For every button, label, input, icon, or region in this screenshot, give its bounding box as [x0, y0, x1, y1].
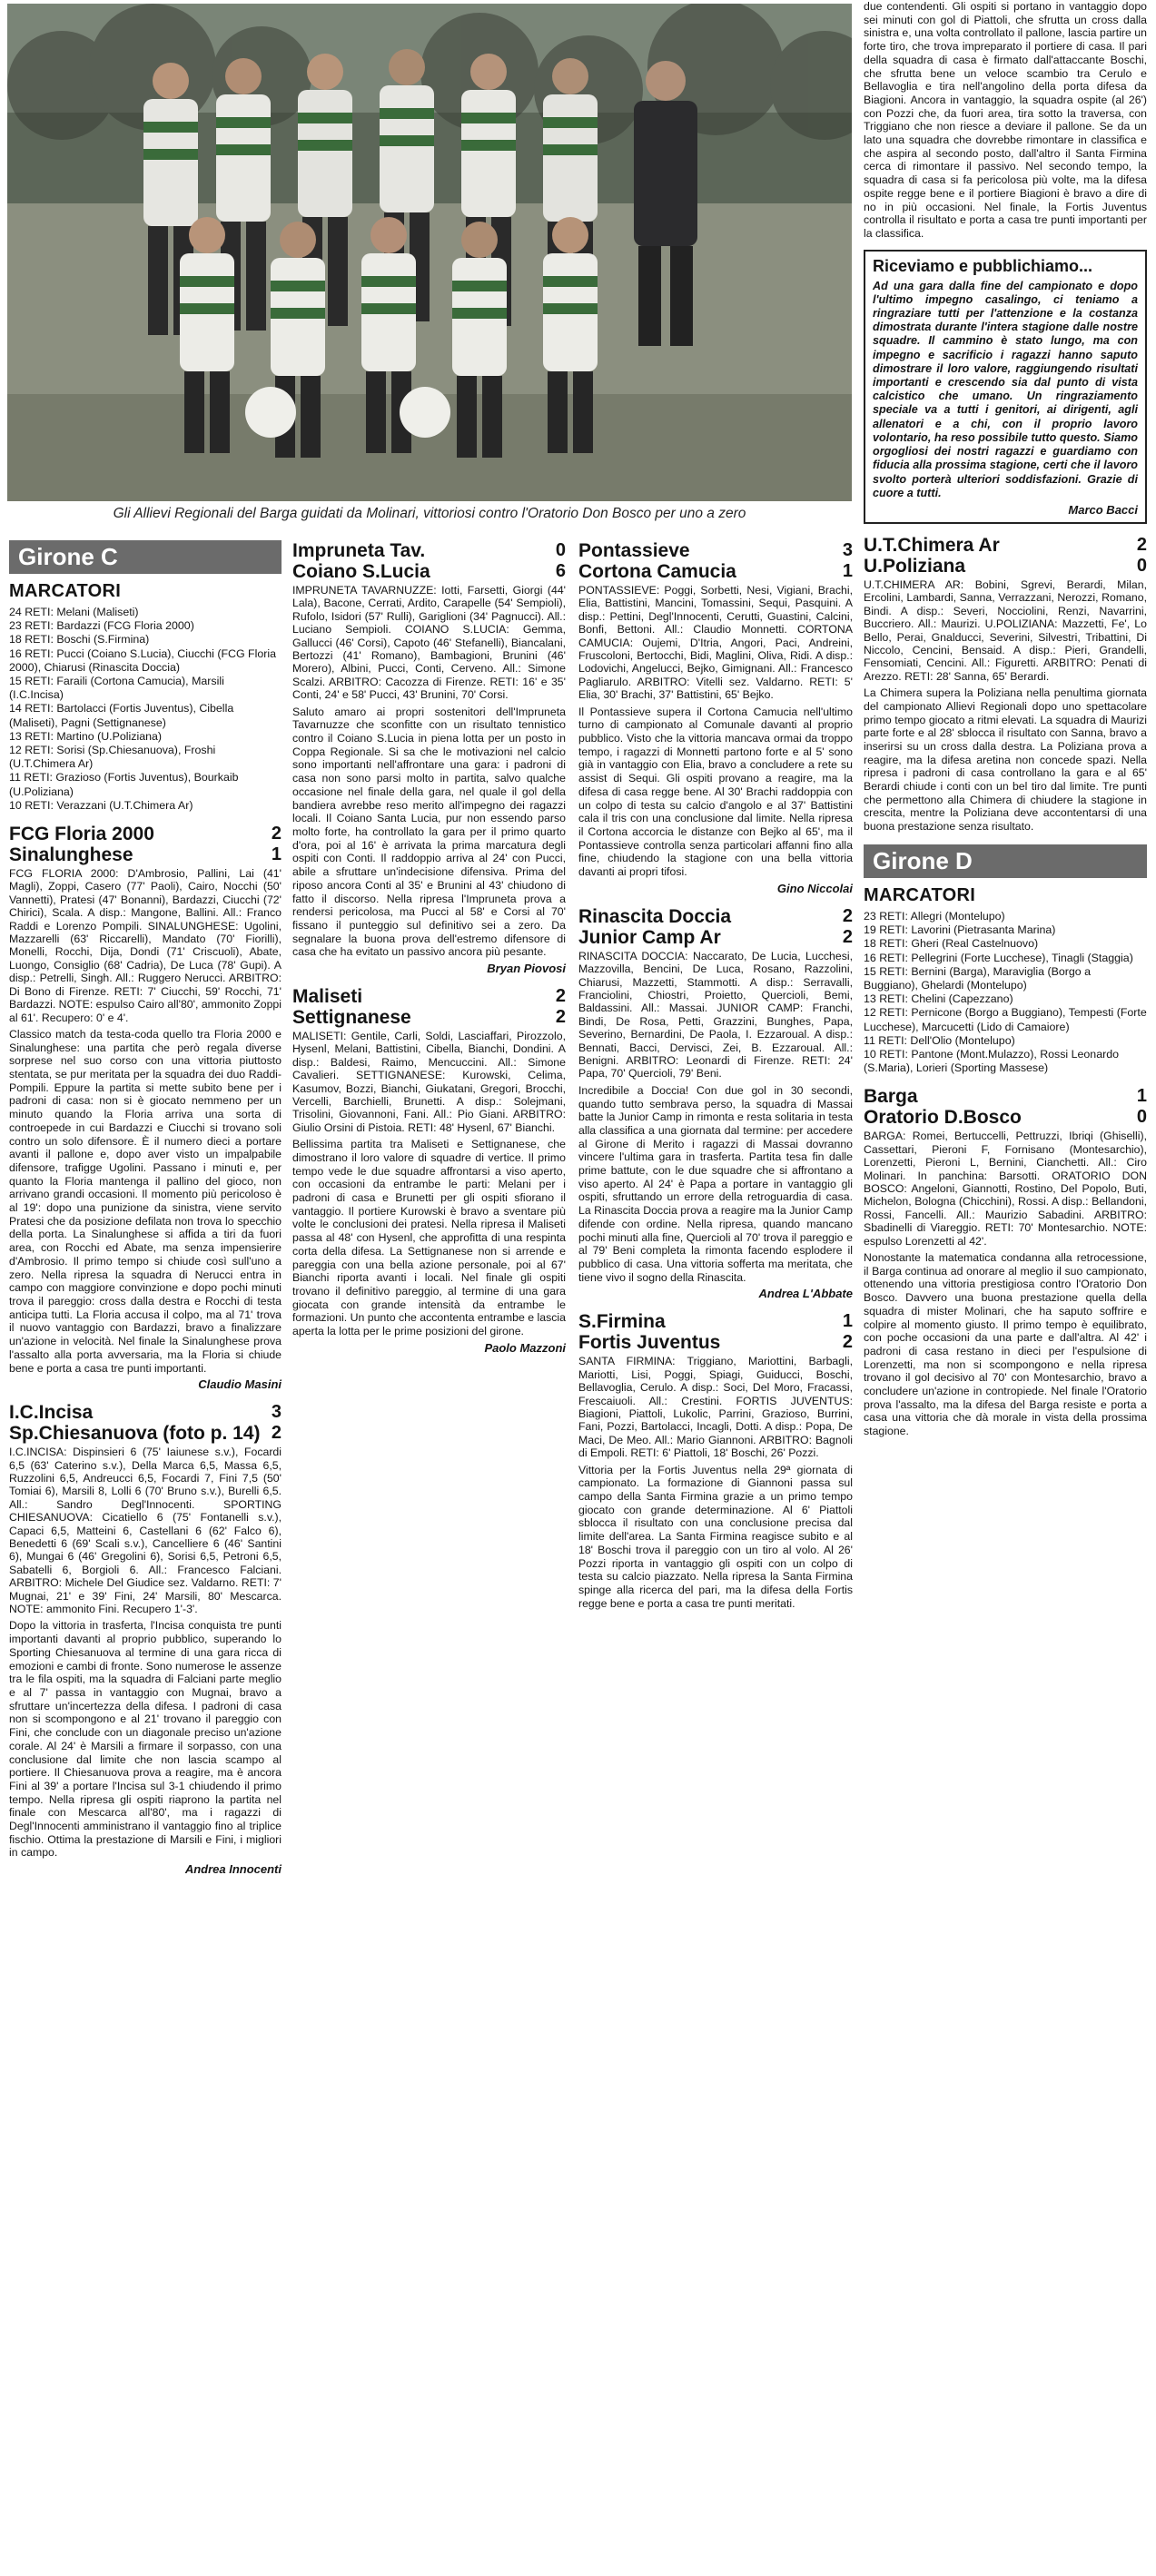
match-away [292, 561, 566, 582]
away-team: Settignanese [292, 1007, 411, 1029]
home-team: Pontassieve [578, 540, 690, 561]
match-home [578, 540, 853, 561]
match-article: Dopo la vittoria in trasferta, l'Incisa conquista tre punti importanti davanti al proprio pubblico, superando lo Sporting Chiesanuova al termine di una gara ricca di emozioni e cambi di fronte. Sono numerose le assenze tra le fila ospiti, ma la squadra di Falciani parte meglio e al 7' passa in vantaggio con Mugnai, bravo a sfruttare un'incertezza della difesa. I padroni di casa non si scompongono e al 21' trovano il pareggio con Fini, che conclude con un diagonale preciso un'azione corale. Al 24' è Marsili a firmare il sorpasso, con una conclusione dal limite che non lascia scampo al portiere. Il Chiesanuova prova a reagire, ma è ancora Fini al 39' a portare l'Incisa sul 3-1 chiudendo il primo tempo. Nella ripresa gli ospiti riaprono la partita nel finale con Mescarca all'80', ma i ragazzi di Degl'Innocenti amministrano il vantaggio fino al triplice fischio. Ottima la prestazione di Marsili e Fini, i migliori in campo. [9, 1619, 282, 1860]
away-team: Fortis Juventus [578, 1332, 721, 1354]
away-score: 1 [271, 844, 282, 865]
match-maliseti-settignanese [292, 986, 566, 1355]
match-article: Bellissima partita tra Maliseti e Settignanese, che dimostrano il loro valore di squadre di vertice. Il primo tempo vede le due squadre affrontarsi a viso aperto, con occasioni da entrambe le parti: Melani per i padroni di casa e Brunetti per gli ospiti sfiorano il vantaggio. Il portiere Kurowski è bravo a sventare più volte le conclusioni dei pratesi. Nella ripresa il Maliseti passa al 48' con Hysenl, che approfitta di una respinta corta della difesa. La Settignanese non si arrende e pareggia con una bella azione personale, poi al 67' Bianchi riporta avanti i locali. Nel finale gli ospiti trovano il definitivo pareggio, al termine di una gara giocata con grande intensità da entrambe le formazioni. Un punto che accontenta entrambe e lascia aperta la lotta per le prime posizioni del girone. [292, 1138, 566, 1338]
home-score: 2 [1136, 534, 1147, 555]
girone-c-scorers [9, 606, 282, 813]
scorer-line: 16 RETI: Pellegrini (Forte Lucchese), Tinagli (Staggia) [864, 951, 1133, 964]
scorer-line: 15 RETI: Faraili (Cortona Camucia), Marsili (I.C.Incisa) [9, 675, 224, 702]
match-pontassieve-cortona [578, 0, 853, 895]
match-report: FCG FLORIA 2000: D'Ambrosio, Pallini, Lai (41' Magli), Zoppi, Casero (77' Paoli), Cairo, Nocchi (50' Vannetti), Pratesi (47' Bonanni), Bardazzi, Ciucchi (72' Chirici), Scala. A disp.: Mangone, Ballini. All.: Franco Raddi e Lorenzo Pompili. SINALUNGHESE: Ugolini, Mazzarelli (63' Riccarelli), Mandato (70' Fiorilli), Monelli, Rocchi, Dija, Dondi (71' Criscuoli), Abate, Luongo, Consiglio (68' Cadria), De Luca (78' Gupi). A disp.: Petrelli, Singh. All.: Ruggero Nerucci. ARBITRO: Di Bono di Firenze. RETI: 7' Ciucchi, 59' Rocchi, 71' Bardazzi. NOTE: espulso Cairo all'80', ammonito Zoppi al 61'. Recupero: 0' e 4'. [9, 867, 282, 1024]
match-away [9, 1423, 282, 1444]
match-chimera-poliziana [864, 535, 1147, 834]
article-signature: Gino Niccolai [776, 881, 853, 895]
home-score: 1 [1136, 1086, 1147, 1107]
match-barga-donbosco [864, 1086, 1147, 1438]
scorer-line: 15 RETI: Bernini (Barga), Maraviglia (Borgo a Buggiano), Ghelardi (Montelupo) [864, 964, 1091, 992]
scorer-line: 23 RETI: Allegri (Montelupo) [864, 909, 1005, 923]
match-home [578, 1311, 853, 1332]
girone-c-header: Girone C [9, 540, 282, 574]
home-team: I.C.Incisa [9, 1402, 94, 1424]
article-signature: Claudio Masini [198, 1377, 282, 1392]
away-team: U.Poliziana [864, 555, 966, 577]
away-score: 2 [842, 926, 853, 947]
away-score: 1 [842, 561, 853, 581]
match-away [864, 1107, 1147, 1128]
match-article: Classico match da testa-coda quello tra Floria 2000 e Sinalunghese: una partita che però regala diverse sorprese nel suo corso con una vittoria piuttosto stentata, se pur meritata per la squadra dei duo Raddi-Pompili. Eppure la partita si mette subito bene per i padroni di casa: non si è giocato nemmeno per un minuto quando la Floria arriva una sorta di controepede in cui Bardazzi e Ciucchi si trovano soli contro un solo difensore. È il numero dieci a portare avanti il pallone e, dopo aver visto un impalpabile difensore, trafigge Ugolini. Passano i minuti e, per quanto la Floria mantenga il pallino del gioco, non arrivano grandi occasioni. Il momento più pericoloso è al 19': dopo una punizione da sinistra, viene servito Pratesi che da posizione defilata non trova lo specchio della porta. La Sinalunghese si affida a tiri da fuori area, con Rocchi ed Abate, ma senza impensierire d'Ambrosio. Il primo tempo si chiude così sull'uno a zero. Nella ripresa la squadra di Nerucci entra in campo con maggiore convinzione e dopo pochi minuti trova il pareggio: cross dalla destra e Rocchi di testa anticipa tutti. La Floria accusa il colpo, ma al 71' trova il nuovo vantaggio con Bardazzi, bravo a finalizzare un'azione in velocità. Nel finale la Sinalunghese prova l'assalto alla porta avversaria, ma la Floria si chiude bene e porta a casa tre punti importanti. [9, 1027, 282, 1375]
home-team: FCG Floria 2000 [9, 824, 154, 845]
match-floria-sinalunghese [9, 824, 282, 1391]
marcatori-title: MARCATORI [864, 884, 976, 905]
match-home [9, 1402, 282, 1423]
away-team: Sp.Chiesanuova (foto p. 14) [9, 1423, 261, 1445]
letters-title: Riceviamo e pubblichiamo... [873, 256, 1093, 275]
match-article: La Chimera supera la Poliziana nella penultima giornata del campionato Allievi Regionali dopo uno spettacolare primo tempo giocato a ritmi elevati. La squadra di Maurizi parte forte e al 28' sblocca il risultato con Sanna, bravo a inserirsi su un cross dalla destra. La Poliziana prova a reagire, ma la difesa aretina non concede spazi. Nella ripresa i padroni di casa controllano la gara e al 65' Berardi chiude i conti con un bel tiro dal limite. Tre punti che permettono alla Chimera di chiudere la stagione in crescita, mentre la Poliziana deve accontentarsi di una buona prestazione senza risultato. [864, 686, 1147, 834]
column-3 [578, 0, 853, 1610]
scorer-line: 19 RETI: Lavorini (Pietrasanta Marina) [864, 923, 1056, 937]
letters-signature: Marco Bacci [1068, 502, 1138, 517]
scorer-line: 18 RETI: Gheri (Real Castelnuovo) [864, 937, 1039, 951]
away-team: Cortona Camucia [578, 561, 736, 582]
match-article: Nonostante la matematica condanna alla retrocessione, il Barga continua ad onorare al meglio il suo campionato, ottenendo una vittoria prestigiosa contro l'Oratorio Don Bosco. Davvero una buona prestazione quella della squadra di mister Molinari, che ha saputo soffrire e colpire al momento giusto. Il primo tempo è equilibrato, con poche occasioni da una parte e dall'altra. Al 42' i padroni di casa restano in dieci per l'espulsione di Lorenzetti, ma non si scompongono e nella ripresa trovano il gol decisivo al 70' con Montesarchio, bravo a concludere un'azione in contropiede. Nel finale l'Oratorio prova l'assalto, ma la difesa del Barga resiste e porta a casa una vittoria che dà morale in vista della prossima stagione. [864, 1250, 1147, 1438]
match-home [292, 986, 566, 1007]
home-team: U.T.Chimera Ar [864, 534, 1000, 556]
match-report: MALISETI: Gentile, Carli, Soldi, Lasciaffari, Pirozzolo, Hysenl, Melani, Battistini, Cibella, Bianchi, Dondini. A disp.: Baldesi, Raimo, Mencuccini. All.: Simone Cavalieri. SETTIGNANESE: Kurowski, Celima, Kasumov, Bozzi, Bianchi, Giukatani, Gregori, Brocchi, Vercelli, Barchielli, Brunetti. A disp.: Solejmani, Trisolini, Giovannoni, Fani. All.: Pio Giani. ARBITRO: Giulio Orsini di Pistoia. RETI: 48' Hysenl, 67' Bianchi. [292, 1030, 566, 1134]
girone-d-scorers [864, 910, 1147, 1075]
match-away [578, 1332, 853, 1353]
continued-article: due contendenti. Gli ospiti si portano in vantaggio dopo sei minuti con gol di Piattoli, che sfrutta un cross dalla sinistra e, una volta controllato il pallone, lascia partire un forte tiro, che trova impreparato il portiere di casa. Il pari della squadra di casa è firmato dall'attaccante Boschi, che sfrutta bene un veloce scambio tra Cerulo e Bellavoglia e tira nell'angolino della porta difesa da Biagioni. Ancora in vantaggio, la squadra ospite (al 26') con Pozzi che, da fuori area, tira sotto la traversa, con Triggiano che non riesce a deviare il pallone. Se da un lato una squadra che dovrebbe rimontare in classifica e che aspira al secondo posto, dall'altro il Santa Firmina cerca di rimontare il passivo. Nel secondo tempo, la squadra di casa si fa pericolosa più volte, ma la difesa ospite regge bene e il portiere Biagioni è bravo a dire di no in più occasioni. Nel finale, la Fortis Juventus controlla il risultato e porta a casa tre punti importanti per la classifica. [864, 0, 1147, 240]
home-team: Rinascita Doccia [578, 905, 732, 927]
home-score: 3 [271, 1402, 282, 1423]
column-4 [864, 0, 1147, 1438]
home-score: 2 [555, 986, 566, 1007]
away-team: Coiano S.Lucia [292, 561, 430, 582]
scorer-line: 12 RETI: Sorisi (Sp.Chiesanuova), Froshi (U.T.Chimera Ar) [9, 744, 216, 771]
scorer-line: 10 RETI: Verazzani (U.T.Chimera Ar) [9, 798, 193, 812]
home-team: Maliseti [292, 986, 363, 1008]
match-home [864, 1086, 1147, 1107]
girone-d-header: Girone D [864, 844, 1147, 878]
scorer-line: 24 RETI: Melani (Maliseti) [9, 606, 139, 618]
match-incisa-chiesanuova [9, 1402, 282, 1876]
match-report: RINASCITA DOCCIA: Naccarato, De Lucia, Lucchesi, Mazzovilla, Bencini, De Luca, Rosano, Razzolini, Chiarusi, Mazzetti, Stammotti. A disp.: Serravalli, Franciolini, Chiostri, Proietto, Quercioli, Bemi, Baldassini. All.: Massai. JUNIOR CAMP: Franchi, Bindi, De Rosa, Petti, Grazzini, Bunghes, Papa, Severino, Bernardini, De Paola, I. Ezzaroual. A disp.: Bennati, Bacci, Dervisci, Zei, B. Ezzaroual. All.: Benigni. ARBITRO: Leonardi di Firenze. RETI: 24' Papa, 70' Quercioli, 79' Beni. [578, 949, 853, 1081]
scorer-line: 13 RETI: Chelini (Capezzano) [864, 992, 1013, 1006]
away-score: 0 [1136, 1107, 1147, 1128]
match-article: Vittoria per la Fortis Juventus nella 29ª giornata di campionato. La formazione di Giannoni passa sul campo della Santa Firmina grazie a un primo tempo giocato con grande determinazione. Al 6' Piattoli sblocca il risultato con una conclusione precisa dal limite dell'area. La Santa Firmina reagisce subito e al 18' Boschi trova il pareggio con un tiro al volo. Al 26' Pozzi riporta in vantaggio gli ospiti con un colpo di testa su calcio piazzato. Nella ripresa la Santa Firmina spinge alla ricerca del pari, ma la difesa della Fortis regge bene e porta a casa tre punti meritati. [578, 1463, 853, 1610]
match-doccia-junior [578, 906, 853, 1301]
article-signature: Andrea Innocenti [184, 1862, 282, 1877]
away-score: 2 [555, 1007, 566, 1028]
home-team: Barga [864, 1086, 918, 1108]
match-report: SANTA FIRMINA: Triggiano, Mariottini, Barbagli, Mariotti, Lisi, Poggi, Spiagi, Guiducci, Boschi, Bellavoglia, Cerulo. A disp.: Soci, Del Moro, Fracassi, Frescaiuoli. All.: Crestini. FORTIS JUVENTUS: Biagioni, Piattoli, Lukolic, Parrini, Grazioso, Burrini, Fani, Pozzi, Bartolacci, Incagli, Dotti. A disp.: Popa, De Maci, De Meo. All.: Mario Giannoni. ARBITRO: Bagnoli di Empoli. RETI: 6' Piattoli, 18' Boschi, 26' Pozzi. [578, 1355, 853, 1460]
match-home [864, 535, 1147, 556]
match-report: BARGA: Romei, Bertuccelli, Pettruzzi, Ibriqi (Ghiselli), Cassettari, Pieroni F, Fornisano (Montesarchio), Lorenzetti, Pieroni L, Bernini, Cianchetti. All.: Ciro Molinari. In panchina: Barsotti. ORATORIO DON BOSCO: Angeloni, Giannotti, Rostino, Del Popolo, Buti, Michelon, Bologna (Chicchini), Rossi. A disp.: Bellandoni, Rossi, Fancelli. All.: Maurizio Sabadini. ARBITRO: Sbadinelli di Viareggio. RETI: 70' Montesarchio. NOTE: espulso Lorenzetti al 42'. [864, 1130, 1147, 1248]
match-impruneta-coiano [292, 540, 566, 975]
match-report: IMPRUNETA TAVARNUZZE: Iotti, Farsetti, Giorgi (44' Lala), Bacone, Cerrati, Ardito, Carapelle (54' Sempioli), Rufolo, Isidori (57' Rulli), Gariglioni (34' Pagnucci). All.: Luciano Sempioli. COIANO S.LUCIA: Gemma, Gallucci (46' Corsi), Capoto (46' Stefanelli), Biancalani, Bertozzi (41' Romano), Bambagioni, Brunini (46' Morero), Albini, Pucci, Conti, Cerveno. All.: Simone Scalzi. ARBITRO: Cacozza di Firenze. RETI: 16' e 35' Conti, 24' e 58' Pucci, 43' Brunini, 70' Corsi. [292, 584, 566, 702]
scorer-line: 18 RETI: Boschi (S.Firmina) [9, 633, 150, 646]
letters-box [864, 250, 1147, 524]
away-score: 2 [842, 1332, 853, 1353]
match-away [864, 556, 1147, 577]
column-1 [9, 540, 282, 1876]
article-signature: Bryan Piovosi [487, 962, 566, 976]
article-signature: Andrea L'Abbate [758, 1287, 853, 1301]
match-home [9, 824, 282, 844]
column-2 [292, 540, 566, 1355]
home-score: 1 [842, 1311, 853, 1332]
match-report: U.T.CHIMERA AR: Bobini, Sgrevi, Berardi, Milan, Ercolini, Lambardi, Sanna, Verrazzani, Nerozzi, Romano, Bindi. A disp.: Severi, Nocciolini, Renzi, Navarrini, Buccriero. All.: Maurizi. U.POLIZIANA: Mazzetti, Fe', Lo Bello, Perai, Gnalducci, Severini, Silvestri, Tribattini, Di Niccolo, Cencini, Bensaid. A disp.: Pieri, Grandelli, Fensomiati, Cencini. All.: Figuretti. ARBITRO: Penati di Arezzo. RETI: 28' Sanna, 65' Berardi. [864, 577, 1147, 683]
match-away [292, 1007, 566, 1028]
match-article: Il Pontassieve supera il Cortona Camucia nell'ultimo turno di campionato al Comunale davanti al proprio pubblico. Visto che la vittoria mancava ormai da troppo tempo, i ragazzi di Monnetti partono forte e al 5' sono già in vantaggio con Elia, bravo a concludere a rete su assist di Sequi. Gli ospiti provano a reagire, ma la difesa di casa regge bene. Al 30' Brachi raddoppia con un colpo di testa su calcio d'angolo e al 37' Battistini cala il tris con una conclusione dal limite. Nella ripresa il Cortona accorcia le distanze con Bejko al 65', ma il Pontassieve controlla senza particolari affanni fino alla fine, chiudendo la stagione con una bella vittoria davanti ai propri tifosi. [578, 705, 853, 879]
match-home [292, 540, 566, 561]
scorer-line: 13 RETI: Martino (U.Poliziana) [9, 729, 163, 743]
match-report: I.C.INCISA: Dispinsieri 6 (75' Iaiunese s.v.), Focardi 6,5 (63' Caterino s.v.), Della Marca 6,5, Massa 6,5, Ruzzolini 6,5, Andreucci 6,5, Focardi 7, Fini 7,5 (50' Tomiai 6), Marsili 8, Lolli 6 (70' Bruno s.v.), Burelli 6,5. All.: Sandro Degl'Innocenti. SPORTING CHIESANUOVA: Cicatiello 6 (75' Fontanelli s.v.), Capaci 6,5, Matteini 6, Castellani 6 (62' Falco 6), Benedetti 6 (69' Scali s.v.), Cancelliere 6 (46' Santini 6), Mungai 6 (46' Gregolini 6), Sorisi 6,5, Petroni 6,5, Sabatelli 6, Borgioli 6. All.: Francesco Falciani. ARBITRO: Michele Del Giudice sez. Valdarno. RETI: 7' Mugnai, 21' e 39' Fini, 24' Marsili, 80' Mescarca. NOTE: ammonito Fini. Recupero 1'-3'. [9, 1446, 282, 1616]
away-score: 2 [271, 1423, 282, 1444]
photo-caption: Gli Allievi Regionali del Barga guidati da Molinari, vittoriosi contro l'Oratorio Don Bosco per uno a zero [113, 506, 746, 521]
match-report: PONTASSIEVE: Poggi, Sorbetti, Nesi, Vigiani, Brachi, Elia, Battistini, Mancini, Tomassini, Sequi, Pasquini. A disp.: Pettini, Degl'Innocenti, Cerutti, Guastini, Calcini, Bonfi, Bettoni. All.: Claudio Monnetti. CORTONA CAMUCIA: Oujemi, D'Itria, Angori, Paci, Andreini, Fruscoloni, Bertocchi, Bidi, Maglini, Oliva, Ridi. A disp.: Lodovichi, Angelucci, Bejko, Gimignani. All.: Francesco Pagliarulo. ARBITRO: Vitelli sez. Valdarno. RETI: 5' Elia, 30' Brachi, 37' Battistini, 65' Bejko. [578, 584, 853, 702]
match-away [9, 844, 282, 865]
scorer-line: 23 RETI: Bardazzi (FCG Floria 2000) [9, 619, 194, 633]
home-score: 3 [842, 540, 853, 560]
letters-text: Ad una gara dalla fine del campionato e dopo l'ultimo impegno casalingo, ci teniamo a ringraziare tutti per l'attenzione e la costanza dimostrata durante l'intera stagione dalle nostre squadre. Il cammino è stato lungo, ma con impegno e sacrificio i ragazzi hanno saputo dimostrare il loro valore, raggiungendo risultati importanti e crescendo sia dal punto di vista calcistico che umano. Un ringraziamento speciale va a tutti i genitori, ai dirigenti, agli allenatori e a chi, con il proprio lavoro volontario, ha reso possibile tutto questo. Siamo orgogliosi dei nostri ragazzi e guardiamo con fiducia alla prossima stagione, certi che il lavoro svolto porterà ulteriori soddisfazioni. Grazie di cuore a tutti. [873, 279, 1138, 499]
away-team: Junior Camp Ar [578, 926, 721, 948]
scorer-line: 11 RETI: Dell'Olio (Montelupo) [864, 1033, 1015, 1047]
match-away [578, 561, 853, 582]
scorer-line: 16 RETI: Pucci (Coiano S.Lucia), Ciucchi (FCG Floria 2000), Chiarusi (Rinascita Doccia) [9, 646, 277, 674]
home-score: 0 [555, 540, 566, 560]
away-team: Sinalunghese [9, 844, 133, 866]
scorer-line: 14 RETI: Bartolacci (Fortis Juventus), Cibella (Maliseti), Pagni (Settignanese) [9, 702, 234, 729]
away-score: 6 [555, 561, 566, 581]
match-away [578, 927, 853, 948]
scorer-line: 12 RETI: Pernicone (Borgo a Buggiano), Tempesti (Forte Lucchese), Marcucetti (Lido di Camaiore) [864, 1006, 1147, 1033]
article-signature: Paolo Mazzoni [484, 1340, 566, 1355]
home-score: 2 [271, 824, 282, 844]
marcatori-title: MARCATORI [9, 581, 122, 601]
home-score: 2 [842, 905, 853, 926]
away-team: Oratorio D.Bosco [864, 1107, 1022, 1129]
home-team: Impruneta Tav. [292, 540, 426, 561]
scorer-line: 10 RETI: Pantone (Mont.Mulazzo), Rossi Leonardo (S.Maria), Lorieri (Sporting Massese) [864, 1047, 1119, 1075]
match-article: Saluto amaro ai propri sostenitori dell'Impruneta Tavarnuzze che sconfitte con un risultato tennistico contro il Coiano S.Lucia in piena lotta per un posto in Coppa Regionale. Si sa che le motivazioni nel calcio sono importanti nell'affrontare una gara: i padroni di casa non sono parsi molto in partita, salvo qualche occasione nel finale della gara, nel quale il gol della bandiera avrebbe reso merito all'impegno dei ragazzi locali. Il Coiano Santa Lucia, pur non essendo parso molto forte, ha controllato la gara per il primo quarto d'ora, poi al 16' è arrivata la prima marcatura degli ospiti con Conti. Il raddoppio arriva al 24' con Pucci, abile a sfruttare un'indecisione difensiva. Prima del riposo ancora Conti al 35' e Brunini al 43' chiudono di fatto il discorso. Nella ripresa l'Impruneta prova a rendersi pericolosa, ma Pucci al 58' e Corsi al 70' fissano il punteggio sul definitivo sei a zero. Da segnalare la buona prova dell'estremo difensore di casa che ha evitato un passivo ancora più pesante. [292, 705, 566, 959]
match-home [578, 906, 853, 927]
away-score: 0 [1136, 555, 1147, 576]
match-firmina-fortis [578, 1311, 853, 1610]
scorer-line: 11 RETI: Grazioso (Fortis Juventus), Bourkaib (U.Poliziana) [9, 771, 239, 798]
match-article: Incredibile a Doccia! Con due gol in 30 secondi, quando tutto sembrava perso, la squadra di Massai batte la Junior Camp in rimonta e resta solitaria in testa alla classifica a una giornata dal termine: per accedere al Girone di Merito i ragazzi di Massai dovranno vincere l'ultima gara in trasferta. Partita tesa fin dalle prime battute, con le due squadre che si affrontano a viso aperto. Al 24' è Papa a portare in vantaggio gli ospiti, sfruttando un errore della retroguardia di casa. La Rinascita Doccia prova a reagire ma la Junior Camp difende con ordine. Nella ripresa, quando mancano pochi minuti alla fine, Quercioli al 70' trova il pareggio e al 79' Beni completa la rimonta facendo esplodere il pubblico di casa. Una vittoria sofferta ma meritata, che tiene vivo il sogno della Rinascita. [578, 1083, 853, 1284]
home-team: S.Firmina [578, 1311, 666, 1333]
